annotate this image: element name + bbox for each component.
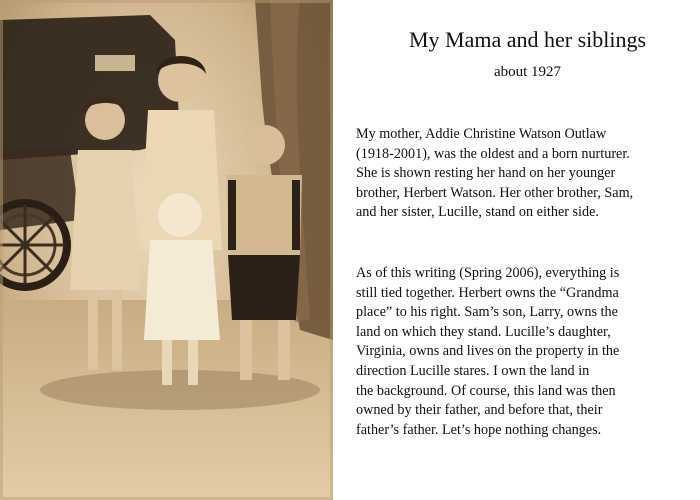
paragraph-line: (1918-2001), was the oldest and a born nurturer. [356, 145, 630, 162]
paragraph-line: land on which they stand. Lucille’s daughter, [356, 323, 611, 340]
paragraph-line: place” to his right. Sam’s son, Larry, owns the [356, 304, 618, 321]
paragraph-line: and her sister, Lucille, stand on either side. [356, 204, 599, 221]
page-title: My Mama and her siblings [408, 27, 647, 52]
paragraph-line: brother, Herbert Watson. Her other brother, Sam, [356, 184, 634, 201]
paragraph-line: the background. Of course, this land was then [356, 382, 616, 399]
paragraph-line: owned by their father, and before that, their [356, 402, 603, 419]
family-photo [0, 0, 333, 500]
paragraph-line: She is shown resting her hand on her younger [356, 165, 616, 182]
page-subtitle: about 1927 [493, 64, 562, 80]
sepia-family-photo-icon [0, 0, 333, 500]
paragraph-line: Virginia, owns and lives on the property in the [356, 343, 620, 360]
paragraph-line: father’s father. Let’s hope nothing changes. [356, 421, 602, 438]
paragraph-line: direction Lucille stares. I own the land in [356, 362, 590, 379]
paragraph-line: still tied together. Herbert owns the “Grandma [356, 284, 619, 301]
paragraph-family [356, 125, 696, 223]
paragraph-line: My mother, Addie Christine Watson Outlaw [356, 126, 607, 142]
paragraph-line: As of this writing (Spring 2006), everything is [356, 265, 620, 281]
paragraph-land [356, 264, 696, 440]
